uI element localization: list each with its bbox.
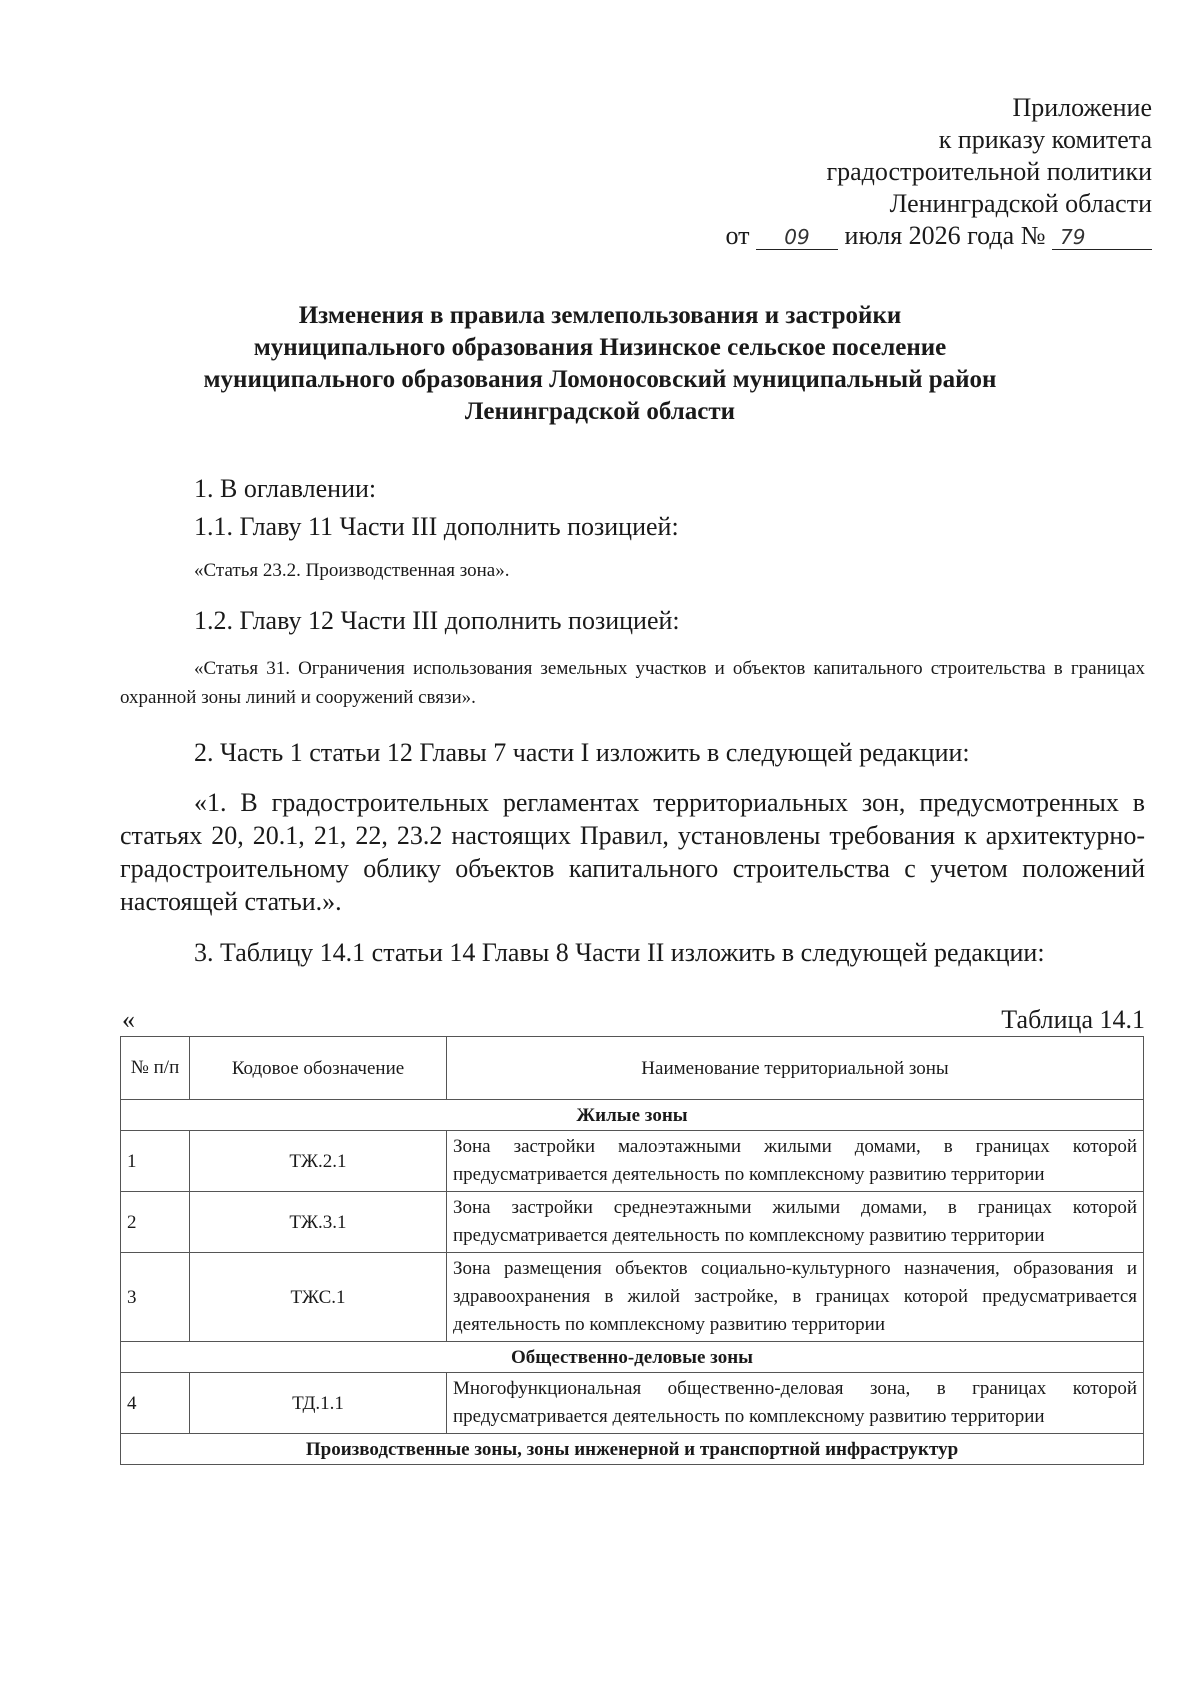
appendix-order-ref: к приказу комитета — [938, 125, 1152, 154]
table-row — [121, 1192, 1144, 1253]
table-header-row — [121, 1037, 1144, 1100]
table-row — [121, 1131, 1144, 1192]
table-row — [121, 1253, 1144, 1342]
cell-num: 4 — [121, 1373, 190, 1434]
appendix-title: Приложение — [1012, 93, 1152, 122]
group-row-industrial — [121, 1434, 1144, 1465]
cell-num: 3 — [121, 1253, 190, 1342]
cell-num: 1 — [121, 1131, 190, 1192]
appendix-date-line — [726, 220, 1153, 252]
paragraph-1-1: 1.1. Главу 11 Части III дополнить позицией: — [194, 512, 679, 541]
cell-code: ТЖС.1 — [190, 1253, 447, 1342]
cell-name: Зона застройки малоэтажными жилыми домами, в границах которой предусматривается деятельность по комплексному развитию территории — [447, 1131, 1144, 1192]
cell-code: ТД.1.1 — [190, 1373, 447, 1434]
zones-table — [120, 1036, 1144, 1465]
header-num: № п/п — [121, 1037, 190, 1100]
cell-code: ТЖ.2.1 — [190, 1131, 447, 1192]
paragraph-1: 1. В оглавлении: — [194, 474, 377, 503]
table-caption: Таблица 14.1 — [1001, 1005, 1145, 1034]
group-row-public-business — [121, 1342, 1144, 1373]
appendix-header — [726, 92, 1153, 252]
group-title: Производственные зоны, зоны инженерной и транспортной инфраструктур — [121, 1434, 1144, 1465]
appendix-committee: градостроительной политики — [826, 157, 1152, 186]
group-title: Общественно-деловые зоны — [121, 1342, 1144, 1373]
date-prefix: от — [725, 221, 750, 250]
paragraph-3: 3. Таблицу 14.1 статьи 14 Главы 8 Части II изложить в следующей редакции: — [194, 938, 1045, 967]
cell-name: Многофункциональная общественно-деловая зона, в границах которой предусматривается деятельность по комплексному развитию территории — [447, 1373, 1144, 1434]
title-line-3: муниципального образования Ломоносовский муниципальный район — [203, 366, 997, 393]
date-day-handwritten: 09 — [756, 225, 838, 250]
cell-name: Зона размещения объектов социально-культурного назначения, образования и здравоохранения в жилой застройке, в границах которой предусматривается деятельность по комплексному развитию территории — [447, 1253, 1144, 1342]
cell-name: Зона застройки среднеэтажными жилыми домами, в границах которой предусматривается деятельность по комплексному развитию территории — [447, 1192, 1144, 1253]
title-line-1: Изменения в правила землепользования и застройки — [298, 302, 902, 329]
date-middle: июля 2026 года № — [844, 221, 1046, 250]
paragraph-1-2: 1.2. Главу 12 Части III дополнить позицией: — [194, 606, 680, 635]
paragraph-1-2-quote: «Статья 31. Ограничения использования земельных участков и объектов капитального строительства в границах охранной зоны линий и сооружений связи». — [120, 658, 1145, 708]
document-title — [120, 300, 1080, 428]
cell-code: ТЖ.3.1 — [190, 1192, 447, 1253]
header-code: Кодовое обозначение — [190, 1037, 447, 1100]
cell-num: 2 — [121, 1192, 190, 1253]
title-line-2: муниципального образования Низинское сельское поселение — [253, 334, 947, 361]
paragraph-2: 2. Часть 1 статьи 12 Главы 7 части I изложить в следующей редакции: — [194, 738, 970, 767]
title-line-4: Ленинградской области — [464, 398, 736, 425]
table-open-quote: « — [122, 1005, 135, 1034]
order-number-handwritten: 79 — [1052, 225, 1152, 250]
paragraph-2-quote: «1. В градостроительных регламентах территориальных зон, предусмотренных в статьях 20, 20.1, 21, 22, 23.2 настоящих Правил, установлены требования к архитектурно-градостроительному облику объектов капитального строительства с учетом положений настоящей статьи.». — [120, 788, 1145, 916]
paragraph-1-1-quote: «Статья 23.2. Производственная зона». — [194, 560, 510, 581]
appendix-region: Ленинградской области — [889, 189, 1152, 218]
group-row-residential — [121, 1100, 1144, 1131]
table-row — [121, 1373, 1144, 1434]
group-title: Жилые зоны — [121, 1100, 1144, 1131]
header-name: Наименование территориальной зоны — [447, 1037, 1144, 1100]
